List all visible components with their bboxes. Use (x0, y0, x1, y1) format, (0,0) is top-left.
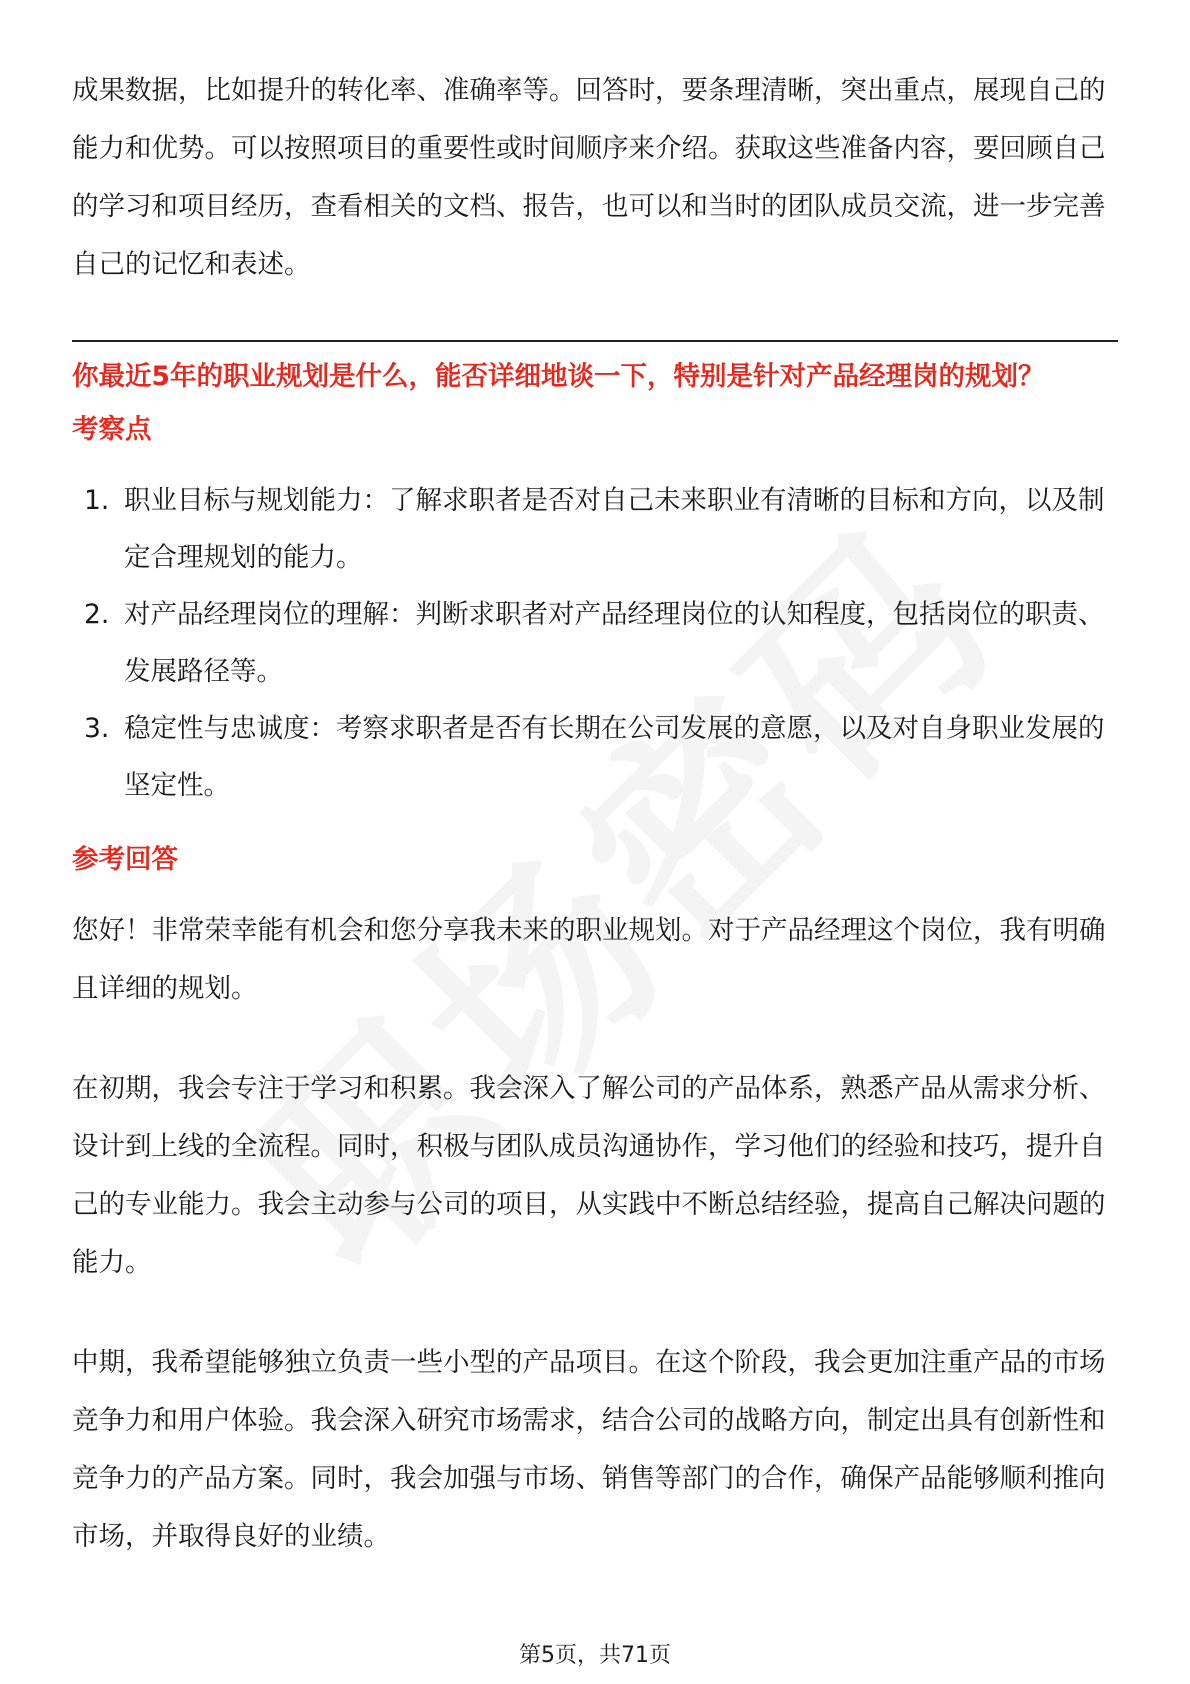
list-item-number: 2. (84, 599, 110, 630)
question-heading: 你最近5年的职业规划是什么，能否详细地谈一下，特别是针对产品经理岗的规划？ (72, 361, 1045, 392)
page-footer: 第5页，共71页 (519, 1643, 671, 1668)
list-item-text: 对产品经理岗位的理解：判断求职者对产品经理岗位的认知程度，包括岗位的职责、发展路径等。 (124, 599, 1105, 687)
list-item (72, 472, 1118, 586)
list-item-text: 职业目标与规划能力：了解求职者是否对自己未来职业有清晰的目标和方向，以及制定合理规划的能力。 (124, 485, 1105, 573)
list-item (72, 586, 1118, 700)
points-heading: 考察点 (72, 414, 152, 445)
answer-paragraph: 在初期，我会专注于学习和积累。我会深入了解公司的产品体系，熟悉产品从需求分析、设计到上线的全流程。同时，积极与团队成员沟通协作，学习他们的经验和技巧，提升自己的专业能力。我会主动参与公司的项目，从实践中不断总结经验，提高自己解决问题的能力。 (72, 1073, 1106, 1278)
answer-heading: 参考回答 (72, 844, 178, 875)
points-list (72, 472, 1118, 814)
document-page (72, 62, 1118, 1608)
section-divider (72, 340, 1118, 342)
list-item-number: 1. (84, 485, 110, 516)
list-item-text: 稳定性与忠诚度：考察求职者是否有长期在公司发展的意愿，以及对自身职业发展的坚定性。 (124, 713, 1105, 801)
answer-paragraph: 中期，我希望能够独立负责一些小型的产品项目。在这个阶段，我会更加注重产品的市场竞争力和用户体验。我会深入研究市场需求，结合公司的战略方向，制定出具有创新性和竞争力的产品方案。同时，我会加强与市场、销售等部门的合作，确保产品能够顺利推向市场，并取得良好的业绩。 (72, 1347, 1106, 1552)
list-item-number: 3. (84, 713, 110, 744)
intro-paragraph: 成果数据，比如提升的转化率、准确率等。回答时，要条理清晰，突出重点，展现自己的能力和优势。可以按照项目的重要性或时间顺序来介绍。获取这些准备内容，要回顾自己的学习和项目经历，查看相关的文档、报告，也可以和当时的团队成员交流，进一步完善自己的记忆和表述。 (72, 75, 1106, 280)
answer-paragraph: 您好！非常荣幸能有机会和您分享我未来的职业规划。对于产品经理这个岗位，我有明确且详细的规划。 (72, 915, 1106, 1004)
list-item (72, 700, 1118, 814)
